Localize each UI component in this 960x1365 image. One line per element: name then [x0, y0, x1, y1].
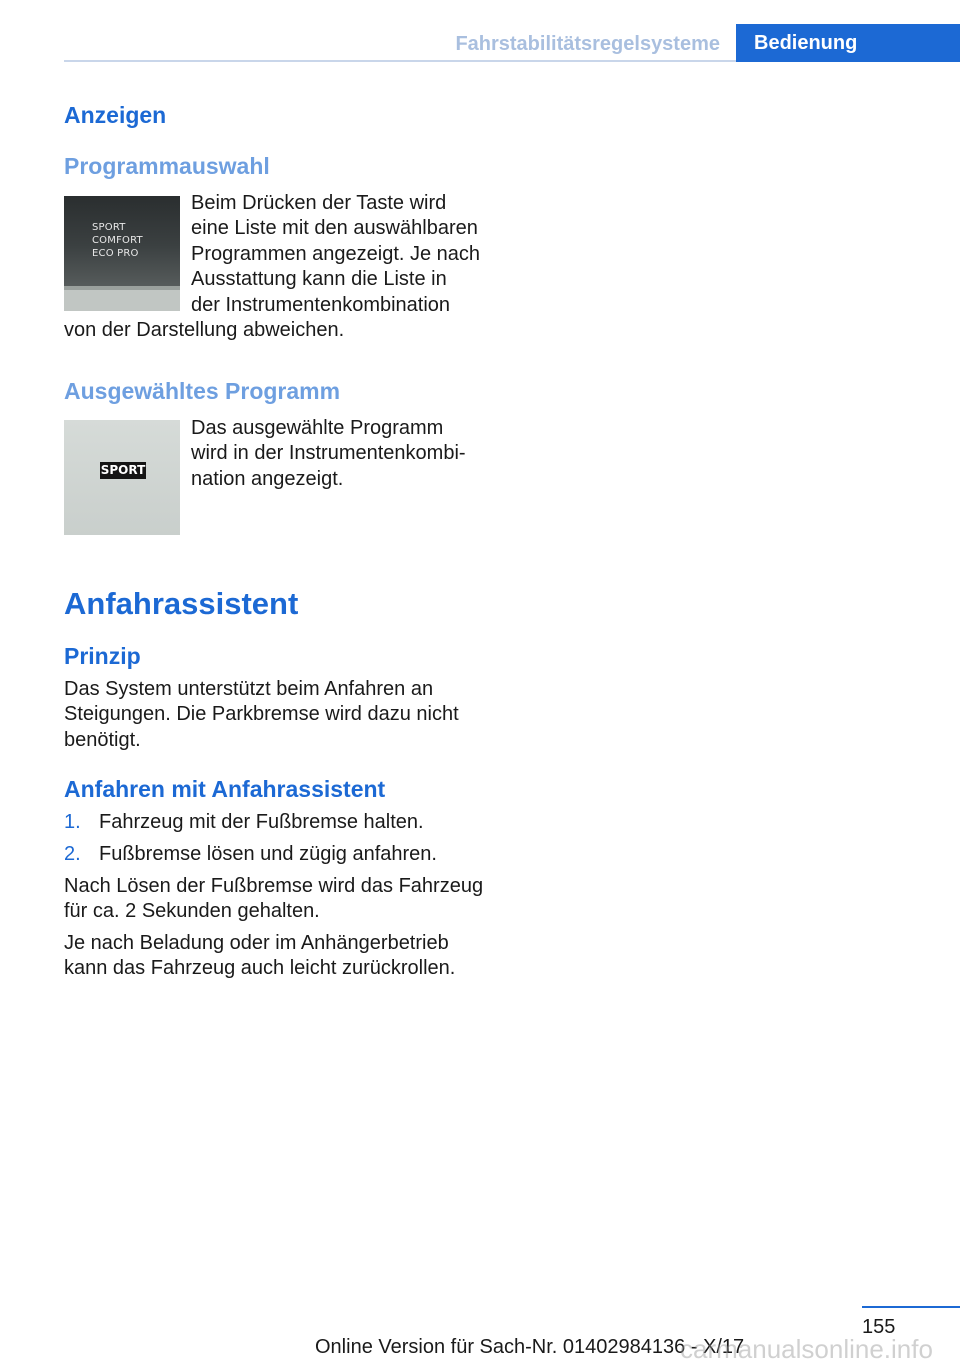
programmauswahl-text-line-4: Ausstattung kann die Liste in [191, 268, 447, 290]
header-chapter-tab: Bedienung [736, 24, 960, 62]
display-edge [64, 286, 180, 290]
display-line-sport: SPORT [92, 222, 126, 233]
subsection-title-programmauswahl: Programmauswahl [64, 153, 270, 179]
programmauswahl-text-line-2: eine Liste mit den auswählbaren [191, 217, 478, 239]
step-text-2: Fußbremse lösen und zügig anfahren. [99, 843, 437, 865]
ausgewaehlt-text-line-1: Das ausgewählte Programm [191, 417, 444, 439]
programmauswahl-text-line-6: von der Darstellung abweichen. [64, 319, 345, 341]
anfahren-para1-line-2: für ca. 2 Sekunden gehalten. [64, 900, 320, 922]
footer-divider [862, 1306, 960, 1308]
footer-online-version: Online Version für Sach-Nr. 01402984136 - X/17 [315, 1336, 745, 1358]
programmauswahl-text-line-1: Beim Drücken der Taste wird [191, 192, 447, 214]
subsection-title-ausgewaehltes-programm: Ausgewähltes Programm [64, 378, 341, 404]
sport-badge: SPORT [100, 463, 146, 477]
subsection-title-anfahren: Anfahren mit Anfahrassistent [64, 776, 386, 802]
step-text-1: Fahrzeug mit der Fußbremse halten. [99, 811, 424, 833]
ausgewaehlt-text-line-2: wird in der Instrumentenkombi- [191, 442, 466, 464]
step-number-2: 2. [64, 843, 81, 865]
anfahren-para1-line-1: Nach Lösen der Fußbremse wird das Fahrzeug [64, 875, 484, 897]
step-number-1: 1. [64, 811, 81, 833]
program-selection-display-image [64, 196, 180, 311]
header-section-title: Fahrstabilitätsregelsysteme [455, 33, 720, 55]
watermark: carmanualsonline.info [680, 1334, 933, 1364]
programmauswahl-text-line-5: der Instrumentenkombination [191, 294, 451, 316]
prinzip-text-line-1: Das System unterstützt beim Anfahren an [64, 678, 434, 700]
anfahren-para2-line-1: Je nach Beladung oder im Anhängerbetrieb [64, 932, 449, 954]
prinzip-text-line-2: Steigungen. Die Parkbremse wird dazu nicht [64, 703, 459, 725]
programmauswahl-text-line-3: Programmen angezeigt. Je nach [191, 243, 481, 265]
section-title-anzeigen: Anzeigen [64, 102, 167, 128]
chapter-title-anfahrassistent: Anfahrassistent [64, 586, 299, 621]
anfahren-para2-line-2: kann das Fahrzeug auch leicht zurückrollen. [64, 957, 456, 979]
ausgewaehlt-text-line-3: nation angezeigt. [191, 468, 344, 490]
selected-program-display-image [64, 420, 180, 535]
display-line-eco-pro: ECO PRO [92, 248, 139, 259]
display-line-comfort: COMFORT [92, 235, 143, 246]
page-number: 155 [862, 1316, 896, 1338]
header-divider [64, 60, 736, 62]
prinzip-text-line-3: benötigt. [64, 729, 141, 751]
subsection-title-prinzip: Prinzip [64, 643, 141, 669]
